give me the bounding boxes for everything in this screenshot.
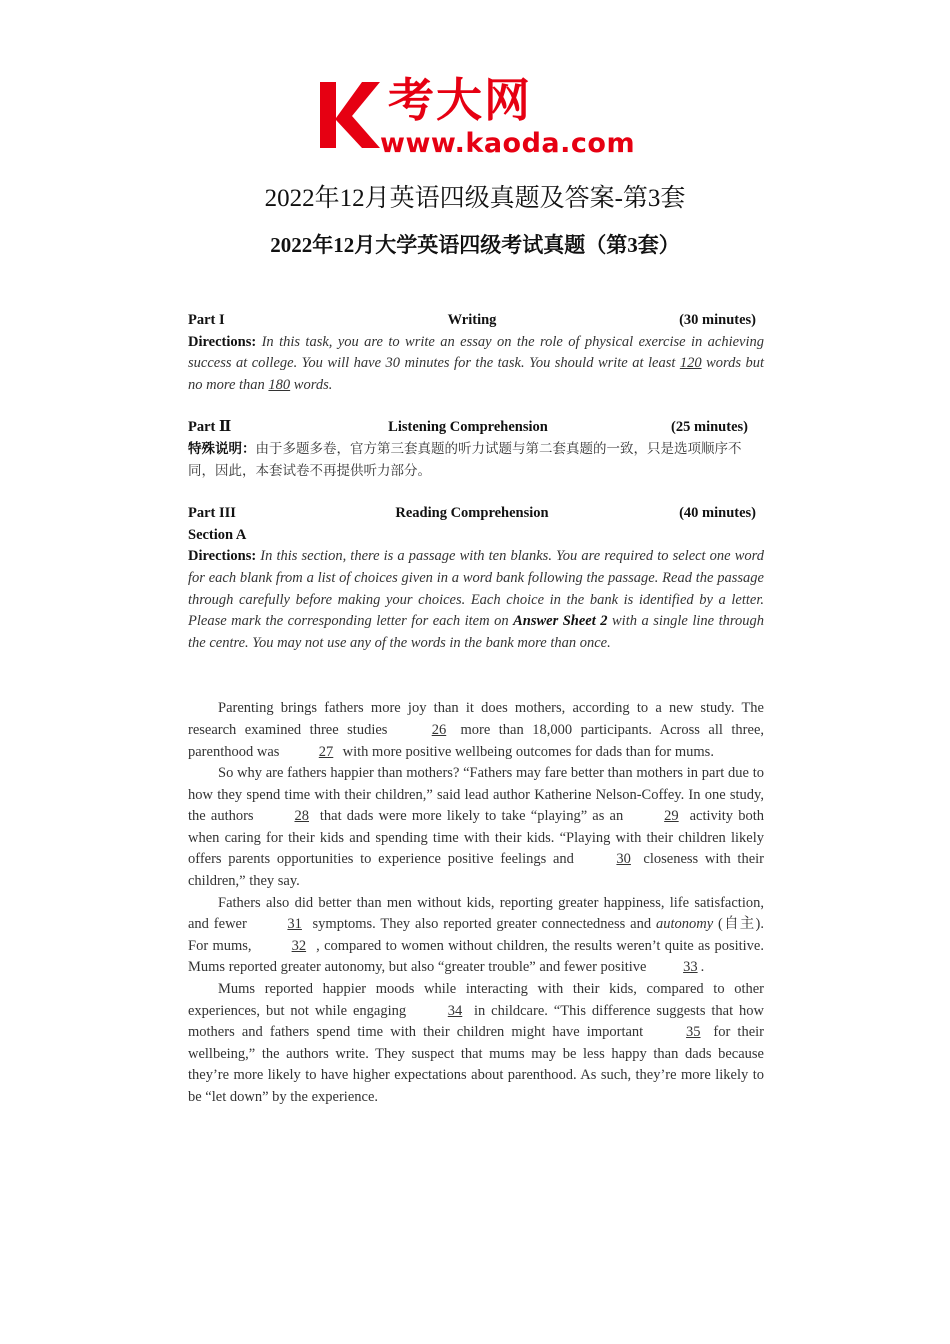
part1-header xyxy=(188,310,764,332)
blank-29: 29 xyxy=(664,808,679,825)
blank-28: 28 xyxy=(294,808,309,825)
part2-label: Part Ⅱ xyxy=(188,419,232,436)
part3-name: Reading Comprehension xyxy=(395,505,549,522)
passage-text: more than 18,000 participants. Across all three, parenthood was xyxy=(188,721,765,760)
part2-name: Listening Comprehension xyxy=(388,419,548,436)
passage-paragraph-1 xyxy=(188,698,764,763)
part2-note-text: 由于多题多卷，官方第三套真题的听力试题与第二套真题的一致，只是选项顺序不同，因此，本套试卷不再提供听力部分。 xyxy=(188,440,742,479)
part1-directions-text: In this task, you are to write an essay on the role of physical exercise in achieving success at college. You will have 30 minutes for the task. You should write at least xyxy=(188,333,764,372)
document-title: 2022年12月英语四级真题及答案-第3套 xyxy=(264,185,686,212)
passage-text: Parenting brings fathers more joy than it does mothers, according to a new study. The research examined three studies xyxy=(188,700,764,738)
part3-directions-label: Directions: xyxy=(188,548,257,565)
blank-33: 33 xyxy=(683,959,698,976)
part3-directions-text-b: with a single line through the centre. You may not use any of the words in the bank more than once. xyxy=(188,613,764,651)
passage-term-autonomy: autonomy xyxy=(655,916,714,933)
part2-note xyxy=(188,439,764,482)
passage-paragraph-2 xyxy=(188,763,764,893)
passage-paragraph-3 xyxy=(188,893,764,979)
passage-text: with more positive wellbeing outcomes for dads than for mums. xyxy=(339,743,714,760)
passage-paragraph-4 xyxy=(188,979,764,1109)
exam-title: 2022年12月大学英语四级考试真题（第3套） xyxy=(270,233,680,257)
passage-text: in childcare. “This difference suggests that how mothers and fathers spend time with their children might have important xyxy=(188,1002,764,1041)
logo-url-text: www.kaoda.com xyxy=(380,128,636,159)
k-logo-icon xyxy=(318,80,382,150)
passage-text: closeness with their children,” they say. xyxy=(188,851,764,890)
passage-text: . xyxy=(700,959,705,976)
part3-header xyxy=(188,503,764,525)
blank-27: 27 xyxy=(318,743,334,760)
part3-time: (40 minutes) xyxy=(679,505,756,522)
part3-label: Part III xyxy=(188,505,236,522)
part1-directions-text-b: words but no more than xyxy=(188,355,764,393)
passage-text: that dads were more likely to take “playing” as an xyxy=(314,808,629,825)
passage-text: , compared to women without children, the results weren’t quite as positive. Mums reported greater autonomy, but also “greater trouble” and fewer positive xyxy=(188,937,764,976)
part1-label: Part I xyxy=(188,312,225,328)
part1-directions-text-c: words. xyxy=(290,376,333,393)
part3-directions xyxy=(188,546,764,654)
blank-35: 35 xyxy=(686,1024,701,1041)
part1-time: (30 minutes) xyxy=(679,312,756,328)
part2-time: (25 minutes) xyxy=(671,419,748,436)
passage-text: So why are fathers happier than mothers? “Fathers may fare better than mothers in part due to how they spend time with their children,” said lead author Katherine Nelson-Coffey. In one study, the authors xyxy=(188,765,764,825)
passage-text: Mums reported happier moods while interacting with their kids, compared to other experiences, but not while engaging xyxy=(188,981,764,1019)
blank-34: 34 xyxy=(447,1002,463,1019)
blank-31: 31 xyxy=(287,916,302,933)
blank-26: 26 xyxy=(431,721,447,738)
part1-name: Writing xyxy=(447,312,497,328)
part2-header xyxy=(188,417,764,439)
blank-32: 32 xyxy=(291,937,307,954)
blank-30: 30 xyxy=(616,851,631,868)
min-words: 120 xyxy=(679,355,702,372)
passage-text: (自主). For mums, xyxy=(188,916,764,954)
passage-text: activity both when caring for their kids and spending time with their kids. “Playing with their children likely offers parents opportunities to experience positive feelings and xyxy=(188,808,764,868)
part2-note-label: 特殊说明： xyxy=(188,440,256,457)
answer-sheet-ref: Answer Sheet 2 xyxy=(513,613,608,630)
section-a-heading: Section A xyxy=(188,526,247,543)
part1-directions xyxy=(188,332,764,397)
exam-content xyxy=(188,310,764,1109)
part1-directions-label: Directions: xyxy=(188,333,257,350)
passage-text: for their wellbeing,” the authors write. They suspect that mums may be less happy than dads because they’re more likely to have higher expectations about parenthood. As such, they’re more likely to be “let down” by the experience. xyxy=(188,1024,764,1105)
passage-text: symptoms. They also reported greater connectedness and xyxy=(307,916,656,933)
logo-chinese-text: 考大网 xyxy=(388,73,532,127)
part3-directions-text: In this section, there is a passage with ten blanks. You are required to select one word for each blank from a list of choices given in a word bank following the passage. Read the passage through carefully before making your choices. Each choice in the bank is identified by a letter. Please mark the corresponding letter for each item on xyxy=(188,548,764,630)
passage-text: Fathers also did better than men without kids, reporting greater happiness, life satisfaction, and fewer xyxy=(188,894,764,933)
max-words: 180 xyxy=(268,376,291,393)
kaoda-logo xyxy=(318,72,638,162)
